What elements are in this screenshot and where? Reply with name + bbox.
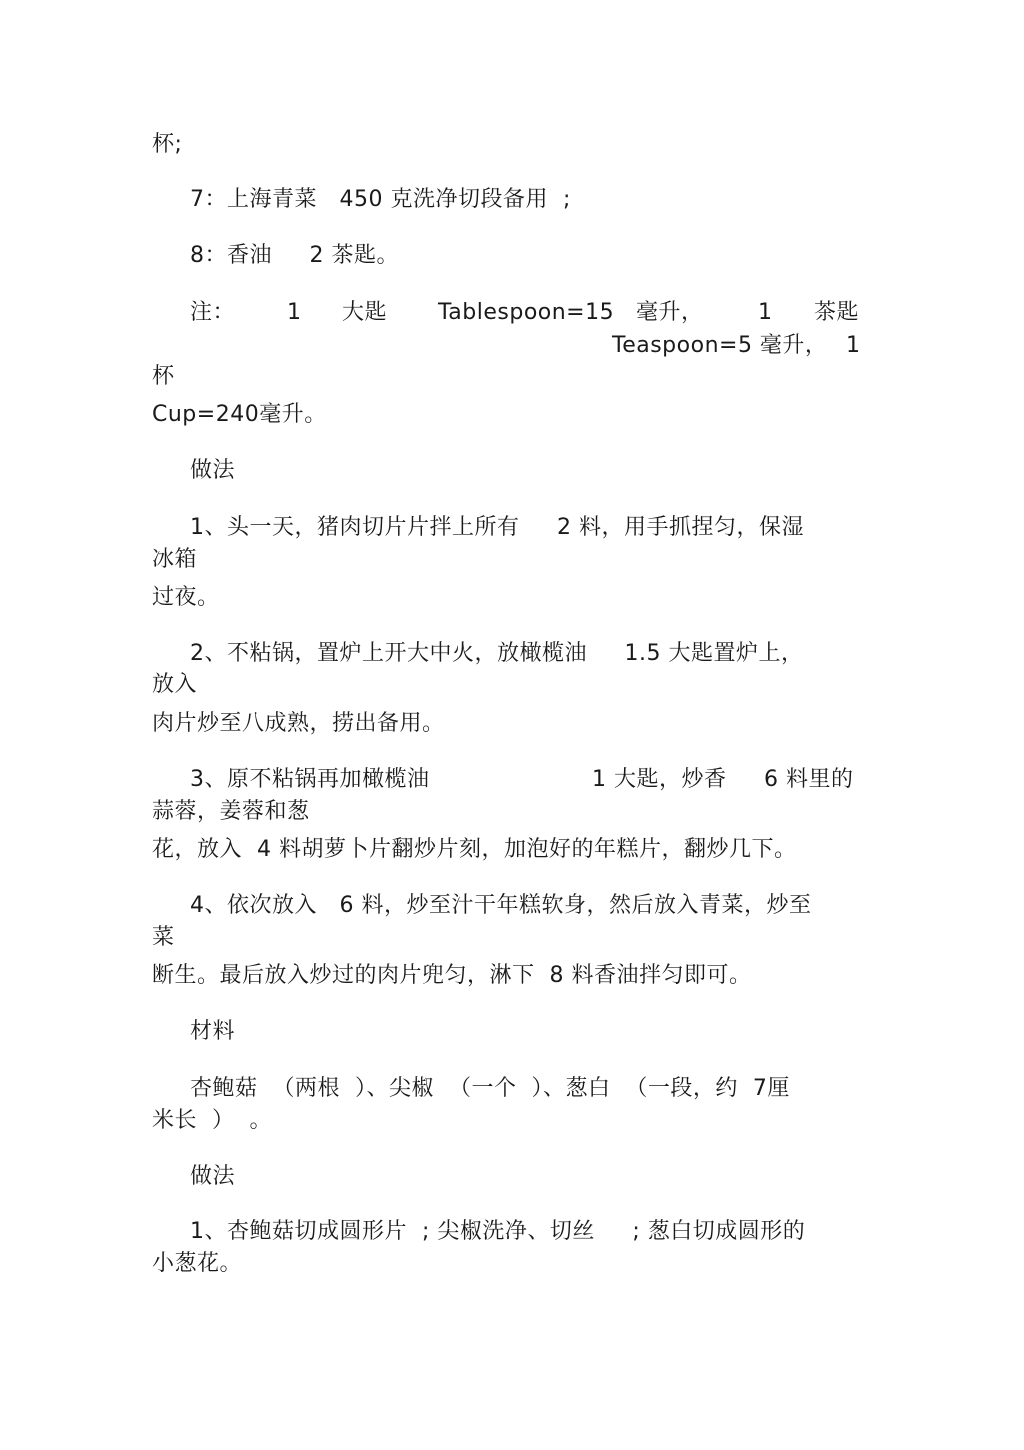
note-cup-cn: 杯: [152, 364, 175, 389]
step-1: 1、头一天，猪肉切片片拌上所有 2 料，用手抓捏匀，保湿: [190, 515, 804, 540]
note-label: 注：: [190, 300, 236, 325]
step-3-cont: 花，放入 4 料胡萝卜片翻炒片刻，加泡好的年糕片，翻炒几下。: [152, 837, 797, 862]
section-heading-method: 做法: [190, 1164, 236, 1189]
step-1: 1、杏鲍菇切成圆形片 ; 尖椒洗净、切丝 ; 葱白切成圆形的: [190, 1219, 806, 1244]
section-heading-ingredients: 材料: [190, 1019, 236, 1044]
step-4-cont: 断生。最后放入炒过的肉片兜匀，淋下 8 料香油拌匀即可。: [152, 963, 752, 988]
step-1-cont: 小葱花。: [152, 1251, 243, 1276]
step-2-cont: 肉片炒至八成熟，捞出备用。: [152, 711, 445, 736]
text-line: 杯;: [152, 132, 183, 157]
ingredient-8: 8：香油 2 茶匙。: [190, 243, 399, 268]
note-teaspoon-en: Teaspoon=5 毫升，: [612, 333, 828, 358]
note-num-1: 1: [287, 300, 302, 325]
step-2: 2、不粘锅，置炉上开大中火，放橄榄油 1.5 大匙置炉上，: [190, 641, 804, 666]
note-num-2: 1: [758, 300, 773, 325]
step-3-cont: 蒜蓉，姜蓉和葱: [152, 799, 310, 824]
step-4-cont: 菜: [152, 925, 175, 950]
ingredient-7: 7：上海青菜 450 克洗净切段备用 ;: [190, 187, 571, 212]
ingredients-list: 杏鲍菇 （两根 ）、尖椒 （一个 ）、葱白 （一段，约 7厘: [190, 1076, 790, 1101]
section-heading-method: 做法: [190, 458, 236, 483]
note-tablespoon-en: Tablespoon=15: [438, 300, 615, 325]
step-3: 3、原不粘锅再加橄榄油: [190, 767, 430, 792]
step-1-cont: 过夜。: [152, 585, 220, 610]
step-2-cont: 放入: [152, 672, 198, 697]
step-3-part: 1 大匙，炒香 6 料里的: [592, 767, 854, 792]
step-1-cont: 冰箱: [152, 547, 198, 572]
note-cup-en: Cup=240毫升。: [152, 402, 327, 427]
note-ml-1: 毫升，: [636, 300, 704, 325]
step-4: 4、依次放入 6 料，炒至汁干年糕软身，然后放入青菜，炒至: [190, 893, 812, 918]
ingredients-list-cont: 米长 ） 。: [152, 1108, 272, 1133]
note-tablespoon-cn: 大匙: [342, 300, 388, 325]
note-teaspoon-cn: 茶匙: [814, 300, 860, 325]
note-num-3: 1: [846, 333, 861, 358]
